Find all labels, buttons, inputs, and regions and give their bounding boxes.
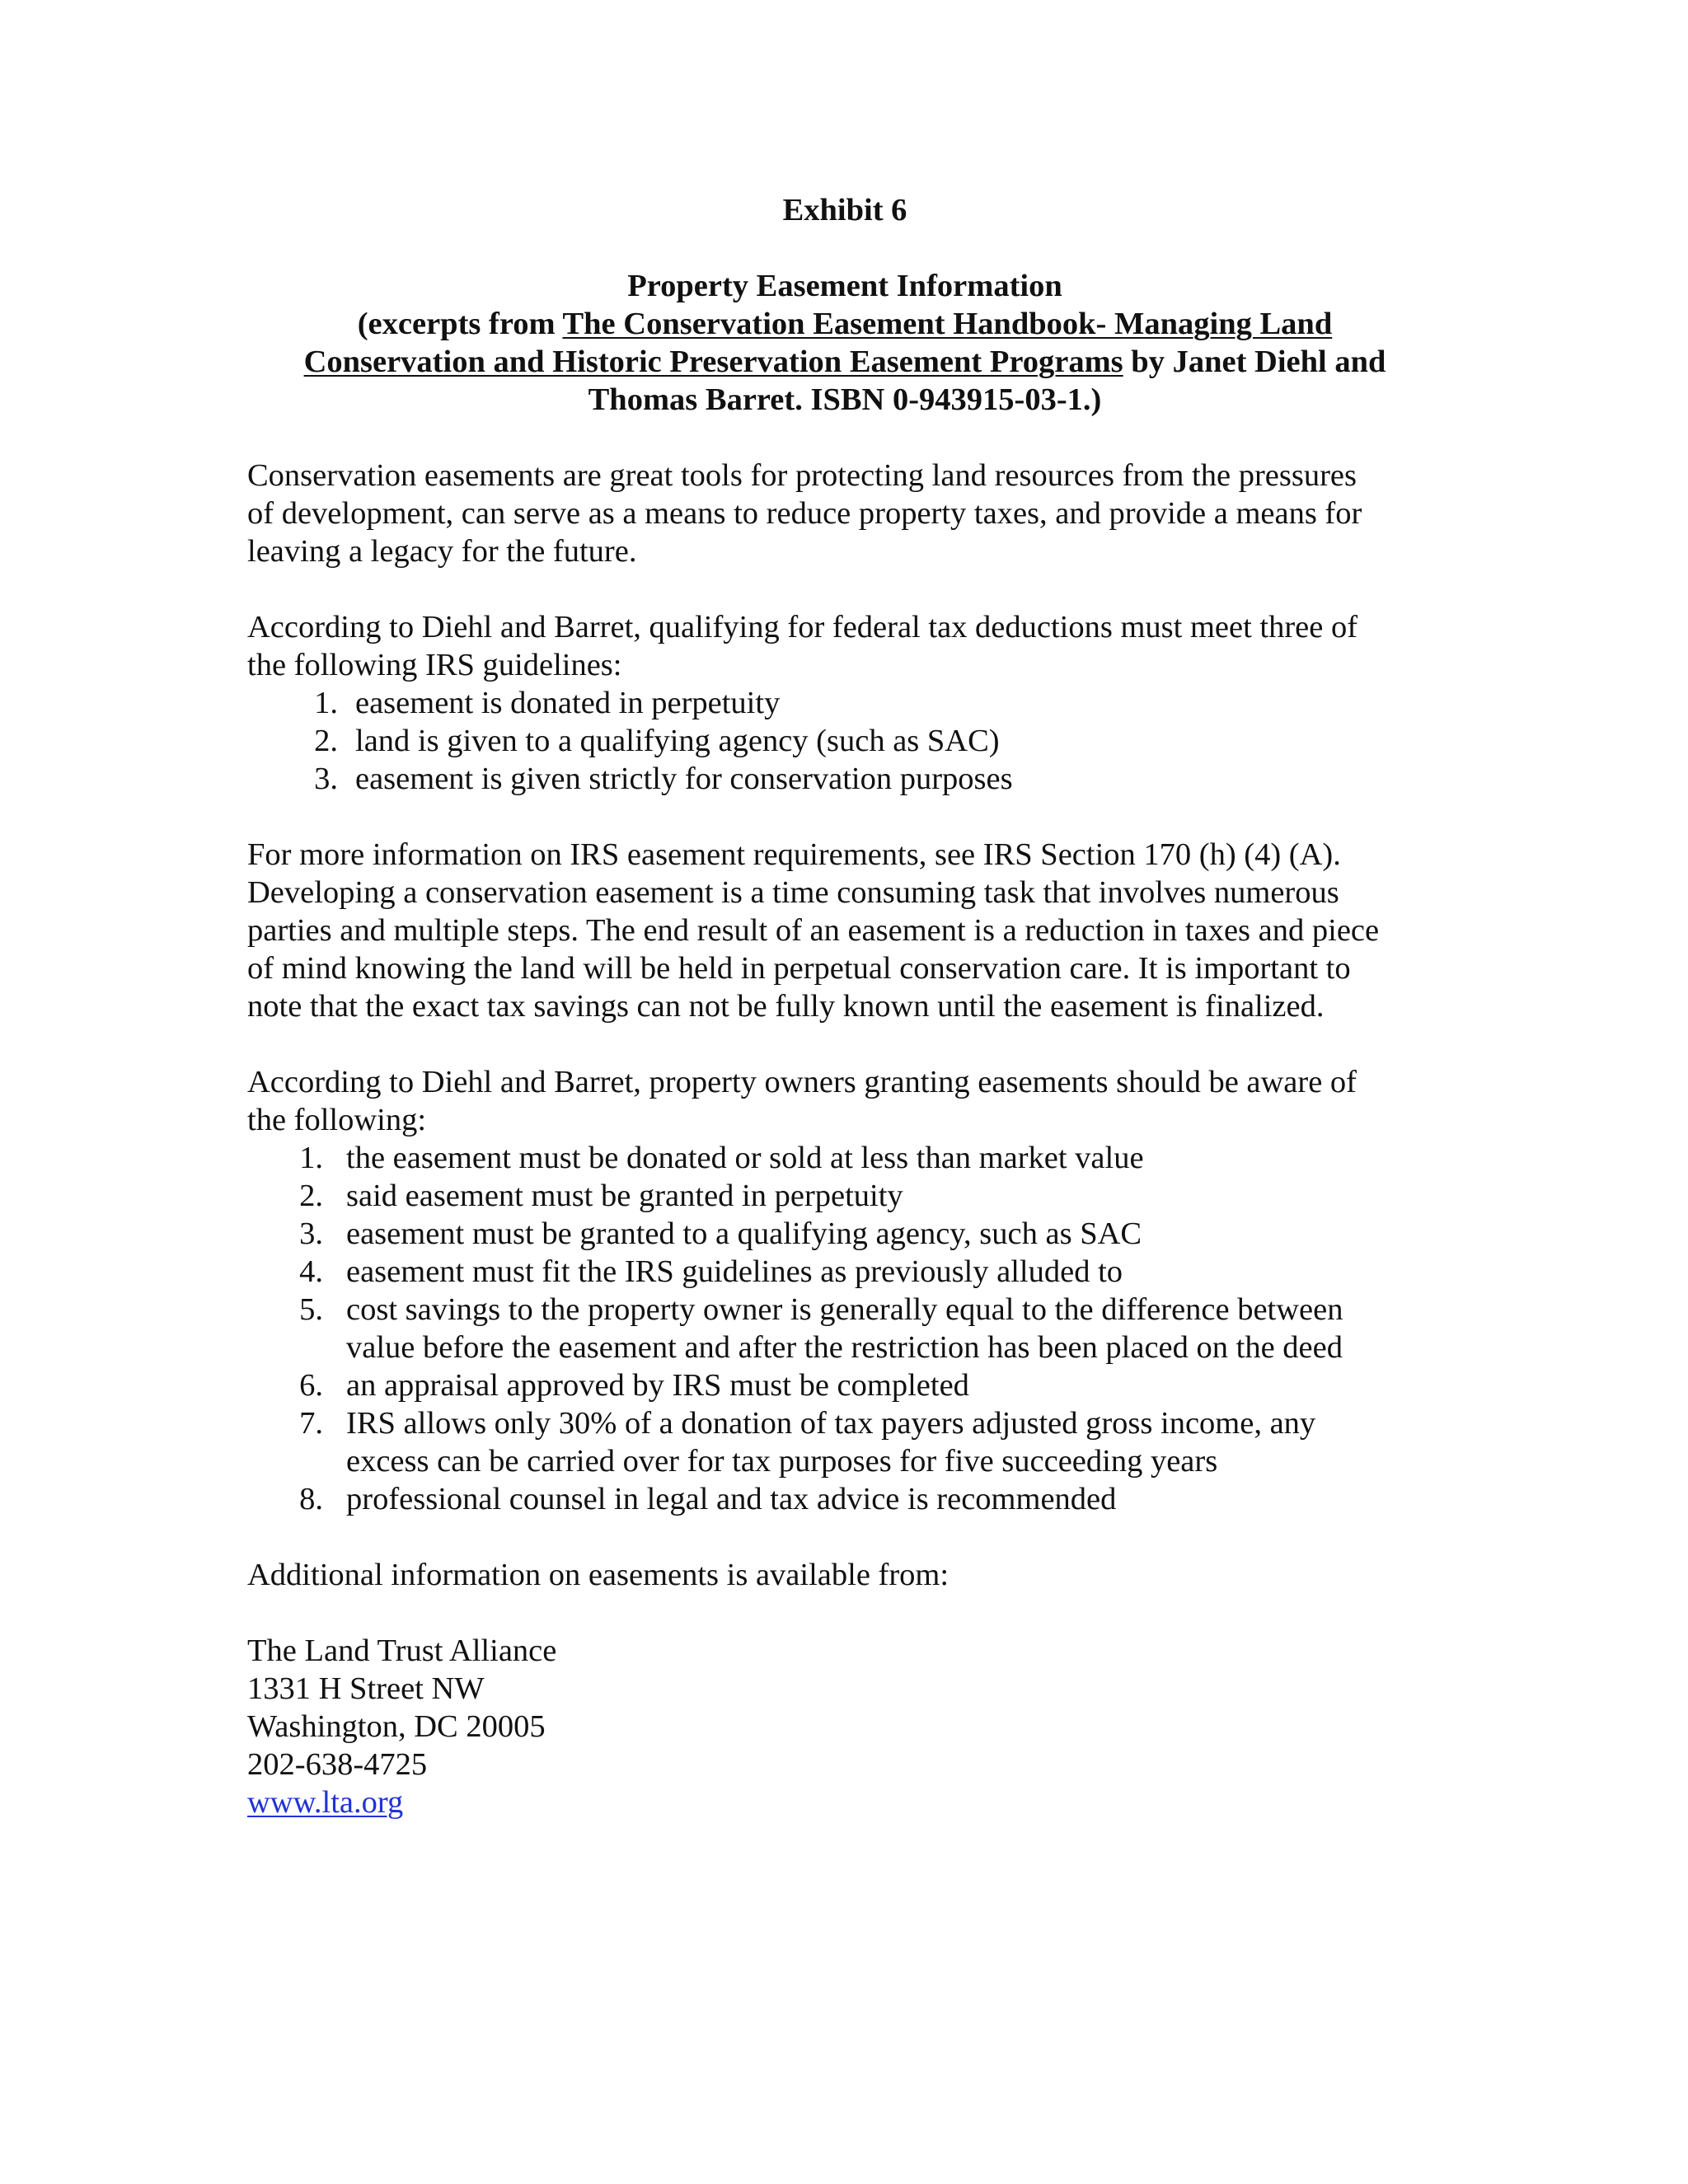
list-item [247,1480,1442,1518]
list-item-text: land is given to a qualifying agency (such as SAC) [355,724,1000,758]
contact-city-state-zip: Washington, DC 20005 [247,1709,546,1744]
list-item-number: 8. [299,1482,323,1516]
contact-website-line [247,1783,1442,1821]
more-info-line-4: of mind knowing the land will be held in perpetual conservation care. It is important to [247,951,1351,986]
list-item-number: 4. [299,1254,323,1289]
owner-awareness-list [247,1139,1442,1518]
list-item-number: 1. [314,686,338,720]
contact-address [247,1632,1442,1821]
list-item-text: an appraisal approved by IRS must be completed [346,1368,969,1403]
document-heading [247,267,1442,419]
list-item-number: 6. [299,1368,323,1403]
website-link[interactable]: www.lta.org [247,1785,404,1820]
irs-guidelines-section [247,608,1442,798]
list-item [247,684,1442,722]
more-info-line-1: For more information on IRS easement requirements, see IRS Section 170 (h) (4) (A). [247,837,1341,872]
list-item-text: easement must be granted to a qualifying agency, such as SAC [346,1216,1142,1251]
list-item-number: 1. [299,1141,323,1175]
list-item [247,1366,1442,1404]
heading-prefix: (excerpts from [357,307,563,341]
list-item-text: easement must fit the IRS guidelines as previously alluded to [346,1254,1123,1289]
more-info-paragraph [247,836,1442,1025]
irs-guidelines-intro-line-2: the following IRS guidelines: [247,648,622,682]
list-item-text-continued: excess can be carried over for tax purposes for five succeeding years [346,1444,1218,1479]
heading-line-1: Property Easement Information [627,269,1062,303]
more-info-line-3: parties and multiple steps. The end result of an easement is a reduction in taxes and piece [247,913,1380,948]
contact-organization: The Land Trust Alliance [247,1633,557,1668]
list-item-number: 3. [314,762,338,796]
list-item-text: professional counsel in legal and tax advice is recommended [346,1482,1117,1516]
list-item-number: 5. [299,1292,323,1327]
exhibit-title: Exhibit 6 [782,193,907,227]
additional-info-text: Additional information on easements is available from: [247,1558,950,1592]
list-item-text-continued: value before the easement and after the restriction has been placed on the deed [346,1330,1343,1365]
list-item-number: 2. [314,724,338,758]
irs-guidelines-list [247,684,1442,798]
list-item-text: easement is given strictly for conservation purposes [355,762,1013,796]
list-item-text: said easement must be granted in perpetuity [346,1179,903,1213]
owner-awareness-section [247,1063,1442,1518]
contact-street: 1331 H Street NW [247,1671,485,1706]
heading-line-2 [247,305,1442,343]
list-item-number: 7. [299,1406,323,1441]
heading-line-3 [247,343,1442,381]
book-title-part-2: Conservation and Historic Preservation Easement Programs [303,344,1123,379]
intro-line-1: Conservation easements are great tools for protecting land resources from the pressures [247,458,1357,493]
list-item-text: cost savings to the property owner is generally equal to the difference between [346,1292,1343,1327]
list-item [247,722,1442,760]
additional-info [247,1556,1442,1594]
intro-line-3: leaving a legacy for the future. [247,534,637,569]
list-item-text: easement is donated in perpetuity [355,686,781,720]
list-item [247,1291,1442,1366]
owner-awareness-intro-line-1: According to Diehl and Barret, property owners granting easements should be aware of [247,1065,1357,1099]
contact-phone: 202-638-4725 [247,1747,428,1782]
heading-line-4: Thomas Barret. ISBN 0-943915-03-1.) [588,382,1102,417]
more-info-line-5: note that the exact tax savings can not be fully known until the easement is finalized. [247,989,1325,1024]
document-page [247,191,1442,1821]
owner-awareness-intro-line-2: the following: [247,1103,427,1137]
list-item-number: 3. [299,1216,323,1251]
list-item [247,1215,1442,1253]
list-item [247,1139,1442,1177]
list-item-number: 2. [299,1179,323,1213]
list-item [247,1404,1442,1480]
heading-authors: by Janet Diehl and [1123,344,1386,379]
list-item [247,1177,1442,1215]
book-title-part-1: The Conservation Easement Handbook- Managing Land [562,307,1333,341]
irs-guidelines-intro-line-1: According to Diehl and Barret, qualifying for federal tax deductions must meet three of [247,610,1358,644]
more-info-line-2: Developing a conservation easement is a time consuming task that involves numerous [247,875,1339,910]
list-item-text: the easement must be donated or sold at less than market value [346,1141,1144,1175]
list-item [247,1253,1442,1291]
list-item [247,760,1442,798]
intro-line-2: of development, can serve as a means to reduce property taxes, and provide a means for [247,496,1362,531]
list-item-text: IRS allows only 30% of a donation of tax payers adjusted gross income, any [346,1406,1316,1441]
intro-paragraph [247,457,1442,570]
